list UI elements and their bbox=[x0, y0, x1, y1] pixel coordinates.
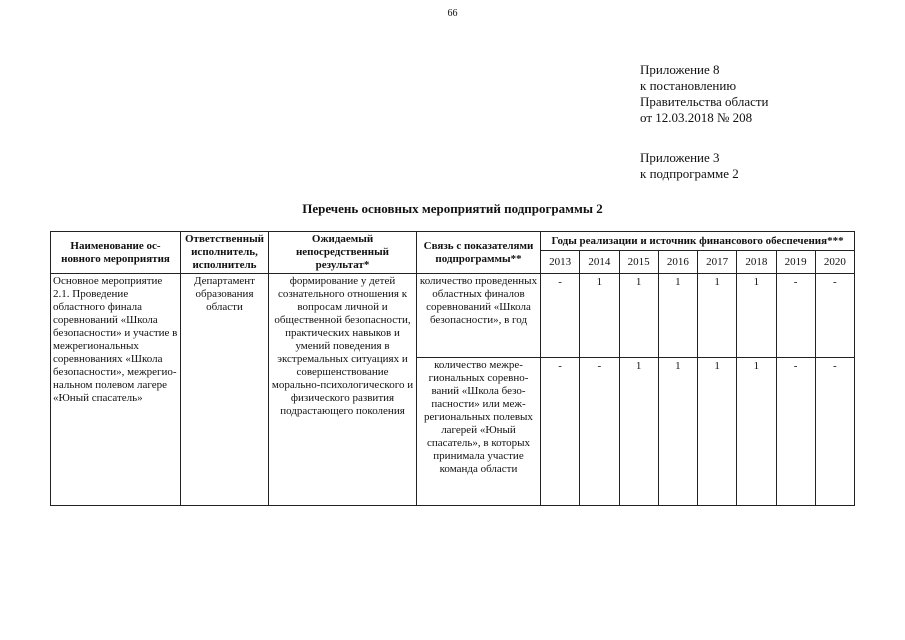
indicator-value: 1 bbox=[737, 274, 776, 358]
indicator-value: 1 bbox=[619, 358, 658, 506]
page-number: 66 bbox=[447, 8, 458, 19]
measure-executor: Департамент образования области bbox=[181, 274, 269, 506]
header-executor: Ответственный исполнитель, исполнитель bbox=[181, 232, 269, 274]
year-header: 2016 bbox=[658, 251, 697, 274]
indicator-value: 1 bbox=[619, 274, 658, 358]
year-header: 2015 bbox=[619, 251, 658, 274]
header-indicators: Связь с показателями подпрограммы** bbox=[417, 232, 541, 274]
appendix-line: к постановлению bbox=[640, 78, 737, 93]
appendix-line: Приложение 8 bbox=[640, 62, 720, 77]
measure-result: формирование у детей сознательного отношения к вопросам личной и общественной безопасности, практических навыков и умений поведения в экстремальных ситуациях и совершенствование морально-психологического и физического развития подрастающего поколения bbox=[269, 274, 417, 506]
indicator-value: - bbox=[776, 358, 815, 506]
table-header-row bbox=[51, 232, 855, 251]
measure-name: Основное мероприятие 2.1. Проведение областного финала соревнований «Школа безопасности» и участие в межрегиональных соревнованиях «Школа безопасности», межрегиональном полевом лагере «Юный спасатель» bbox=[51, 274, 181, 506]
indicator-value: - bbox=[815, 274, 854, 358]
year-header: 2013 bbox=[541, 251, 580, 274]
year-header: 2019 bbox=[776, 251, 815, 274]
header-name: Наименование основного мероприятия bbox=[51, 232, 181, 274]
indicator-value: 1 bbox=[698, 274, 737, 358]
appendix-line: к подпрограмме 2 bbox=[640, 166, 739, 181]
appendix-8-block bbox=[640, 62, 769, 126]
table-row bbox=[51, 274, 855, 358]
header-result: Ожидаемый непосредственный результат* bbox=[269, 232, 417, 274]
year-header: 2014 bbox=[580, 251, 619, 274]
indicator-value: - bbox=[541, 274, 580, 358]
indicator-value: 1 bbox=[658, 274, 697, 358]
appendix-3-block bbox=[640, 150, 739, 182]
indicator-value: 1 bbox=[658, 358, 697, 506]
appendix-line: Приложение 3 bbox=[640, 150, 720, 165]
indicator-value: 1 bbox=[698, 358, 737, 506]
indicator-value: - bbox=[541, 358, 580, 506]
year-header: 2017 bbox=[698, 251, 737, 274]
indicator-text: количество проведенных областных финалов соревнований «Школа безопасности», в год bbox=[417, 274, 541, 358]
indicator-value: - bbox=[776, 274, 815, 358]
indicator-value: 1 bbox=[737, 358, 776, 506]
indicator-text: количество межрегиональных соревнований «Школа безопасности» или межрегиональных полевых лагерей «Юный спасатель», в которых принимала участие команда области bbox=[417, 358, 541, 506]
year-header: 2020 bbox=[815, 251, 854, 274]
measures-table bbox=[50, 231, 855, 506]
document-title: Перечень основных мероприятий подпрограммы 2 bbox=[302, 201, 603, 216]
year-header: 2018 bbox=[737, 251, 776, 274]
header-years: Годы реализации и источник финансового обеспечения*** bbox=[541, 232, 855, 251]
appendix-line: Правительства области bbox=[640, 94, 769, 109]
indicator-value: - bbox=[815, 358, 854, 506]
indicator-value: - bbox=[580, 358, 619, 506]
indicator-value: 1 bbox=[580, 274, 619, 358]
appendix-line: от 12.03.2018 № 208 bbox=[640, 110, 753, 125]
